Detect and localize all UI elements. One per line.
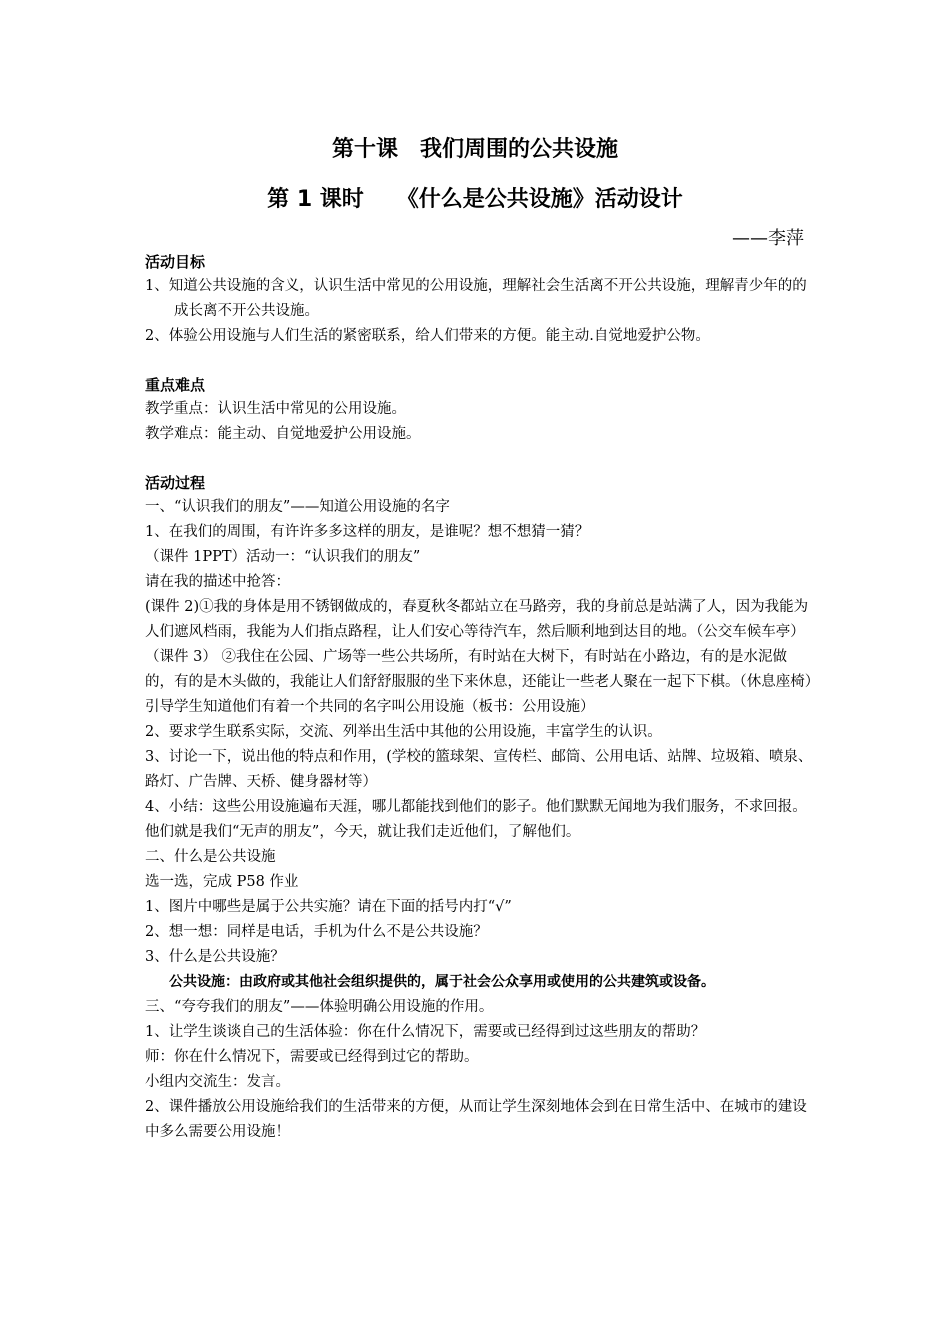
process-line: 3、讨论一下，说出他的特点和作用，(学校的篮球架、宣传栏、邮筒、公用电话、站牌、垃圾箱、喷泉、路灯、广告牌、天桥、健身器材等）: [145, 749, 813, 790]
process-line: 选一选，完成 P58 作业: [145, 874, 299, 890]
lesson-title: 第十课 我们周围的公共设施: [331, 137, 618, 162]
process-line: 小组内交流生：发言。: [145, 1074, 290, 1090]
process-line: 师：你在什么情况下，需要或已经得到过它的帮助。: [145, 1049, 479, 1065]
process-line: (课件 2)①我的身体是用不锈钢做成的，春夏秋冬都站立在马路旁，我的身前总是站满了人，因为我能为人们遮风档雨，我能为人们指点路程，让人们安心等待汽车，然后顺利地到达目的地。（公交车候车亭）: [145, 599, 809, 640]
process-line: 3、什么是公共设施？: [145, 949, 285, 965]
process-line: 请在我的描述中抢答：: [145, 574, 290, 590]
key-point-item: 教学难点：能主动、自觉地爱护公用设施。: [145, 426, 421, 442]
process-line: 1、图片中哪些是属于公共实施？请在下面的括号内打“√”: [145, 899, 512, 915]
definition-line: 公共设施：由政府或其他社会组织提供的，属于社会公众享用或使用的公共建筑或设备。: [169, 974, 715, 990]
goal-item: 1、知道公共设施的含义，认识生活中常见的公用设施，理解社会生活离不开公共设施，理解青少年的的成长离不开公共设施。: [145, 278, 807, 319]
key-point-item: 教学重点：认识生活中常见的公用设施。: [145, 401, 406, 417]
process-line: 2、课件播放公用设施给我们的生活带来的方便，从而让学生深刻地体会到在日常生活中、在城市的建设中多么需要公用设施！: [145, 1099, 807, 1140]
section-heading-key-points: 重点难点: [145, 376, 206, 394]
process-line: 2、要求学生联系实际，交流、列举出生活中其他的公用设施，丰富学生的认识。: [145, 724, 662, 740]
process-line: （课件 1PPT）活动一：“认识我们的朋友”: [145, 549, 421, 565]
process-line: 2、想一想：同样是电话，手机为什么不是公共设施？: [145, 924, 488, 940]
goal-item: 2、体验公用设施与人们生活的紧密联系，给人们带来的方便。能主动.自觉地爱护公物。: [145, 328, 710, 344]
process-line: （课件 3） ②我住在公园、广场等一些公共场所，有时站在大树下，有时站在小路边，有的是水泥做的，有的是木头做的，我能让人们舒舒服服的坐下来休息，还能让一些老人聚在一起下下棋。（休息座椅）: [145, 649, 820, 690]
process-line: 二、什么是公共设施: [145, 849, 276, 865]
author-line: ——李萍: [732, 228, 804, 249]
document-body: [145, 250, 820, 1145]
process-line: 引导学生知道他们有着一个共同的名字叫公用设施（板书：公用设施）: [145, 699, 595, 715]
process-line: 1、让学生谈谈自己的生活体验：你在什么情况下，需要或已经得到过这些朋友的帮助？: [145, 1024, 706, 1040]
lesson-subtitle: 第 1 课时 《什么是公共设施》活动设计: [267, 187, 683, 212]
process-line: 一、“认识我们的朋友”——知道公用设施的名字: [145, 499, 450, 515]
process-line: 4、小结：这些公用设施遍布天涯，哪儿都能找到他们的影子。他们默默无闻地为我们服务，不求回报。他们就是我们“无声的朋友”，今天，就让我们走近他们，了解他们。: [145, 799, 807, 840]
spacer: [145, 447, 813, 471]
process-line: 1、在我们的周围，有许许多多这样的朋友，是谁呢？想不想猜一猜？: [145, 524, 590, 540]
spacer: [145, 349, 813, 373]
section-heading-goals: 活动目标: [145, 253, 206, 271]
section-heading-process: 活动过程: [145, 474, 206, 492]
process-line: 三、“夸夸我们的朋友”——体验明确公用设施的作用。: [145, 999, 494, 1015]
